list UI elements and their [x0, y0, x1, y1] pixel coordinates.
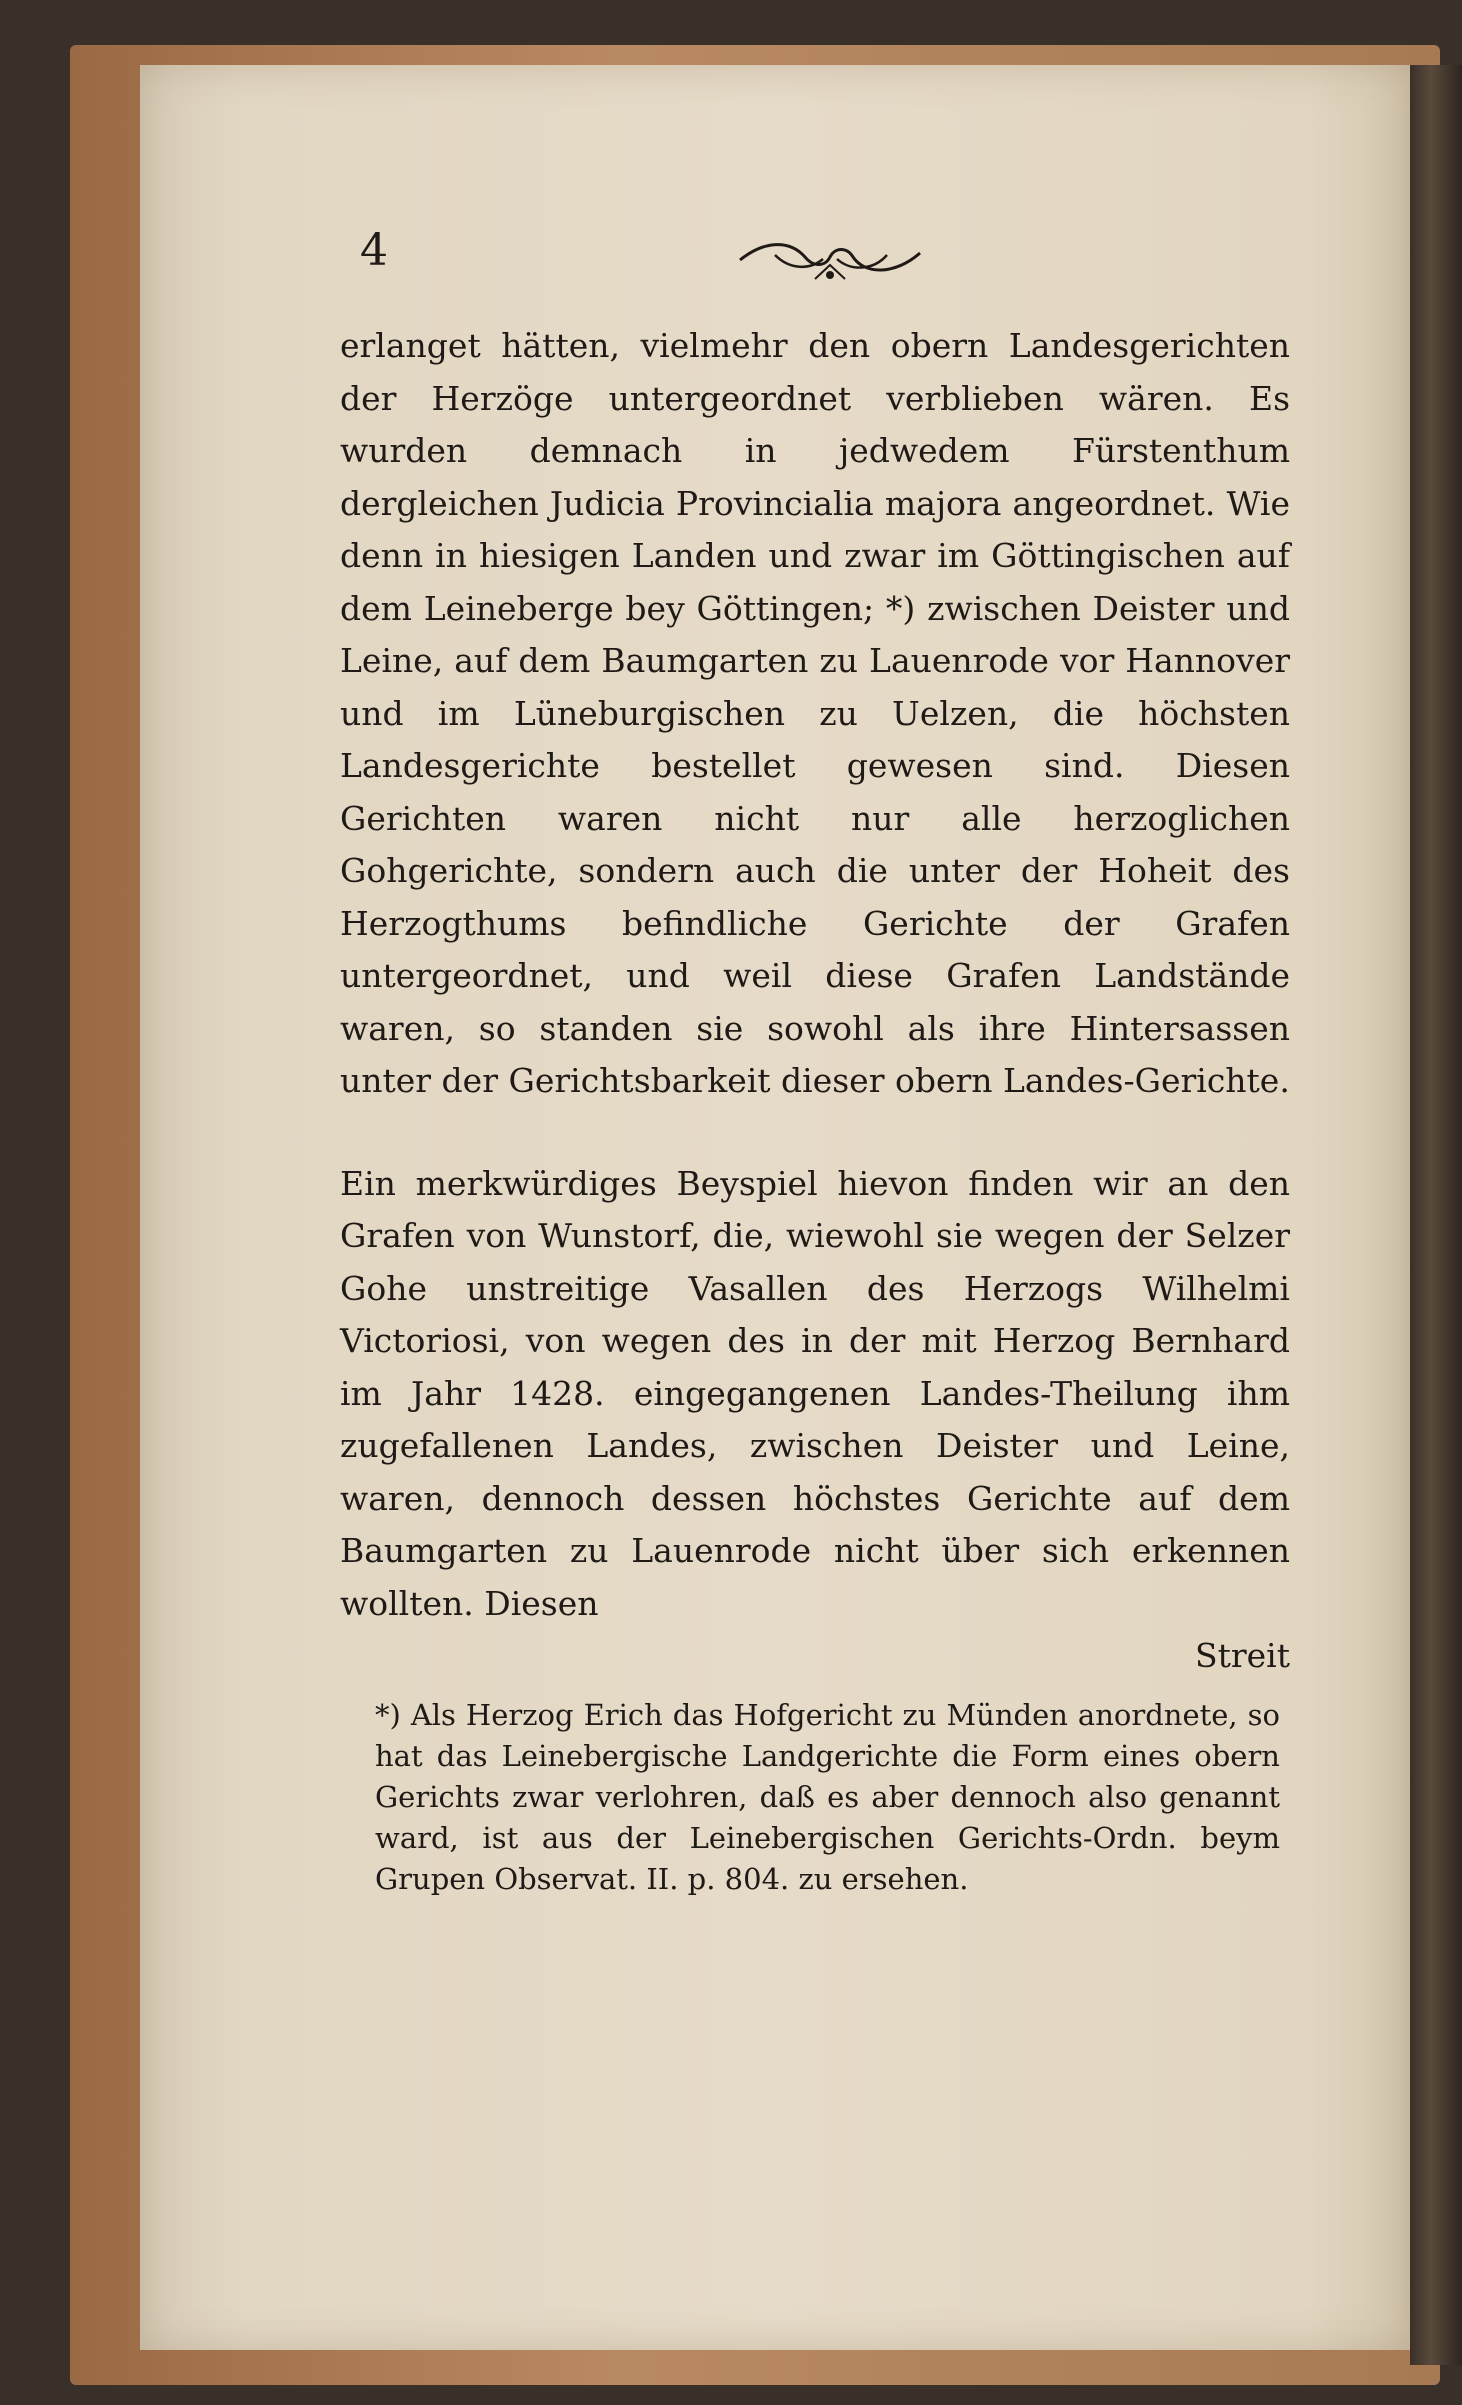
catchword: Streit	[1195, 1636, 1290, 1675]
footnote: *) Als Herzog Erich das Hofgericht zu Münden anordnete, so hat das Leinebergische Landgerichte die Form eines obern Gerichts zwar verlohren, daß es aber dennoch also genannt ward, ist aus der Leinebergischen Gerichts-Ordn. beym Grupen Observat. II. p. 804. zu ersehen.	[375, 1698, 1280, 1896]
page-gutter	[1410, 65, 1462, 2365]
page-number: 4	[360, 225, 388, 276]
header-ornament-icon	[735, 235, 925, 285]
main-text	[340, 320, 1290, 1682]
body-paragraph-1: erlanget hätten, vielmehr den obern Landesgerichten der Herzöge untergeordnet verblieben wären. Es wurden demnach in jedwedem Fürstenthum dergleichen Judicia Provincialia majora angeordnet. Wie denn in hiesigen Landen und zwar im Göttingischen auf dem Leineberge bey Göttingen; *) zwischen Deister und Leine, auf dem Baumgarten zu Lauenrode vor Hannover und im Lüneburgischen zu Uelzen, die höchsten Landesgerichte bestellet gewesen sind. Diesen Gerichten waren nicht nur alle herzoglichen Gohgerichte, sondern auch die unter der Hoheit des Herzogthums befindliche Gerichte der Grafen untergeordnet, und weil diese Grafen Landstände waren, so standen sie sowohl als ihre Hintersassen unter der Gerichtsbarkeit dieser obern Landes-Gerichte.	[340, 326, 1290, 1100]
body-paragraph-2: Ein merkwürdiges Beyspiel hievon finden wir an den Grafen von Wunstorf, die, wiewohl sie wegen der Selzer Gohe unstreitige Vasallen des Herzogs Wilhelmi Victoriosi, von wegen des in der mit Herzog Bernhard im Jahr 1428. eingegangenen Landes-Theilung ihm zugefallenen Landes, zwischen Deister und Leine, waren, dennoch dessen höchstes Gerichte auf dem Baumgarten zu Lauenrode nicht über sich erkennen wollten. Diesen	[340, 1163, 1290, 1623]
